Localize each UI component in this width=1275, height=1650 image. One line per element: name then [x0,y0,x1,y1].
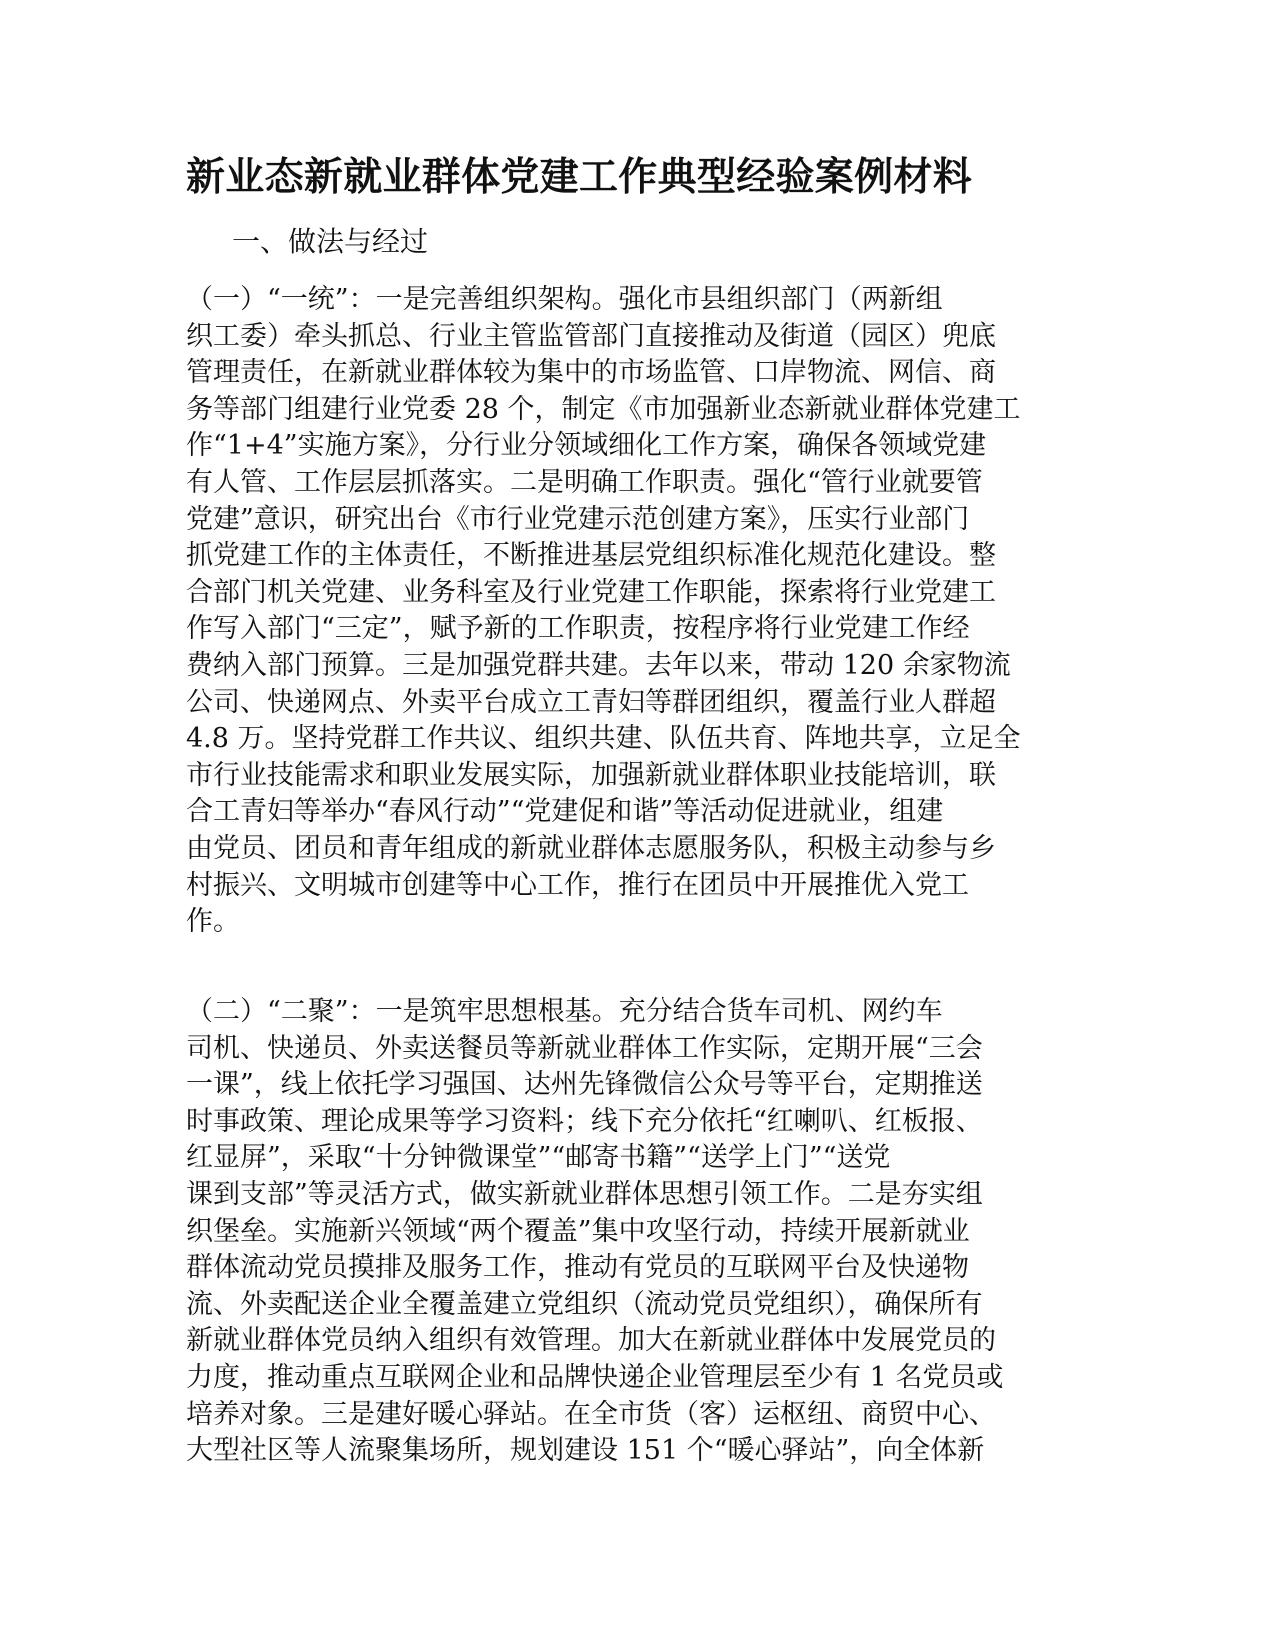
paragraph-line: 由党员、团员和青年组成的新就业群体志愿服务队，积极主动参与乡 [186,832,996,864]
paragraph-line: 作“1+4”实施方案》，分行业分领域细化工作方案，确保各领域党建 [186,430,987,462]
paragraph-line: 作写入部门“三定”，赋予新的工作职责，按程序将行业党建工作经 [186,613,970,645]
paragraph-line: 有人管、工作层层抓落实。二是明确工作职责。强化“管行业就要管 [186,466,983,498]
paragraph-line: （一）“一统”：一是完善组织架构。强化市县组织部门（两新组 [186,284,943,315]
paragraph-line: 织工委）牵头抓总、行业主管监管部门直接推动及街道（园区）兜底 [186,320,996,352]
paragraph-line: 织堡垒。实施新兴领域“两个覆盖”集中攻坚行动，持续开展新就业 [186,1215,970,1247]
paragraph-line: 市行业技能需求和职业发展实际，加强新就业群体职业技能培训，联 [186,759,996,791]
document-title: 新业态新就业群体党建工作典型经验案例材料 [186,155,973,200]
paragraph-line: 合部门机关党建、业务科室及行业党建工作职能，探索将行业党建工 [186,576,996,608]
paragraph-line: （二）“二聚”：一是筑牢思想根基。充分结合货车司机、网约车 [186,996,943,1027]
paragraph-line: 村振兴、文明城市创建等中心工作，推行在团员中开展推优入党工 [186,869,969,901]
paragraph-line: 党建”意识，研究出台《市行业党建示范创建方案》，压实行业部门 [186,503,970,535]
paragraph-1 [186,282,1076,941]
paragraph-line: 费纳入部门预算。三是加强党群共建。去年以来，带动 120 余家物流 [186,649,1011,681]
paragraph-line: 红显屏”，采取“十分钟微课堂”“邮寄书籍”“送学上门”“送党 [186,1142,891,1174]
paragraph-2 [186,994,1076,1470]
paragraph-line: 一课”，线上依托学习强国、达州先锋微信公众号等平台，定期推送 [186,1069,983,1101]
paragraph-line: 管理责任，在新就业群体较为集中的市场监管、口岸物流、网信、商 [186,357,996,389]
paragraph-line: 合工青妇等举办“春风行动”“党建促和谐”等活动促进就业，组建 [186,796,944,828]
paragraph-line: 群体流动党员摸排及服务工作，推动有党员的互联网平台及快递物 [186,1252,969,1284]
paragraph-line: 新就业群体党员纳入组织有效管理。加大在新就业群体中发展党员的 [186,1325,996,1357]
paragraph-line: 大型社区等人流聚集场所，规划建设 151 个“暖心驿站”，向全体新 [186,1435,985,1467]
paragraph-line: 司机、快递员、外卖送餐员等新就业群体工作实际，定期开展“三会 [186,1032,983,1064]
paragraph-line: 4.8 万。坚持党群工作共议、组织共建、队伍共育、阵地共享，立足全 [186,723,1021,755]
paragraph-line: 公司、快递网点、外卖平台成立工青妇等群团组织，覆盖行业人群超 [186,686,996,718]
paragraph-line: 力度，推动重点互联网企业和品牌快递企业管理层至少有 1 名党员或 [186,1361,1004,1393]
paragraph-line: 抓党建工作的主体责任，不断推进基层党组织标准化规范化建设。整 [186,540,996,572]
paragraph-line: 务等部门组建行业党委 28 个，制定《市加强新业态新就业群体党建工 [186,393,1021,425]
paragraph-line: 时事政策、理论成果等学习资料；线下充分依托“红喇叭、红板报、 [186,1105,983,1137]
paragraph-line: 流、外卖配送企业全覆盖建立党组织（流动党员党组织），确保所有 [186,1288,983,1320]
paragraph-line: 作。 [186,906,240,938]
paragraph-line: 培养对象。三是建好暖心驿站。在全市货（客）运枢纽、商贸中心、 [186,1398,996,1430]
paragraph-line: 课到支部”等灵活方式，做实新就业群体思想引领工作。二是夯实组 [186,1178,983,1210]
section-heading: 一、做法与经过 [232,225,429,258]
